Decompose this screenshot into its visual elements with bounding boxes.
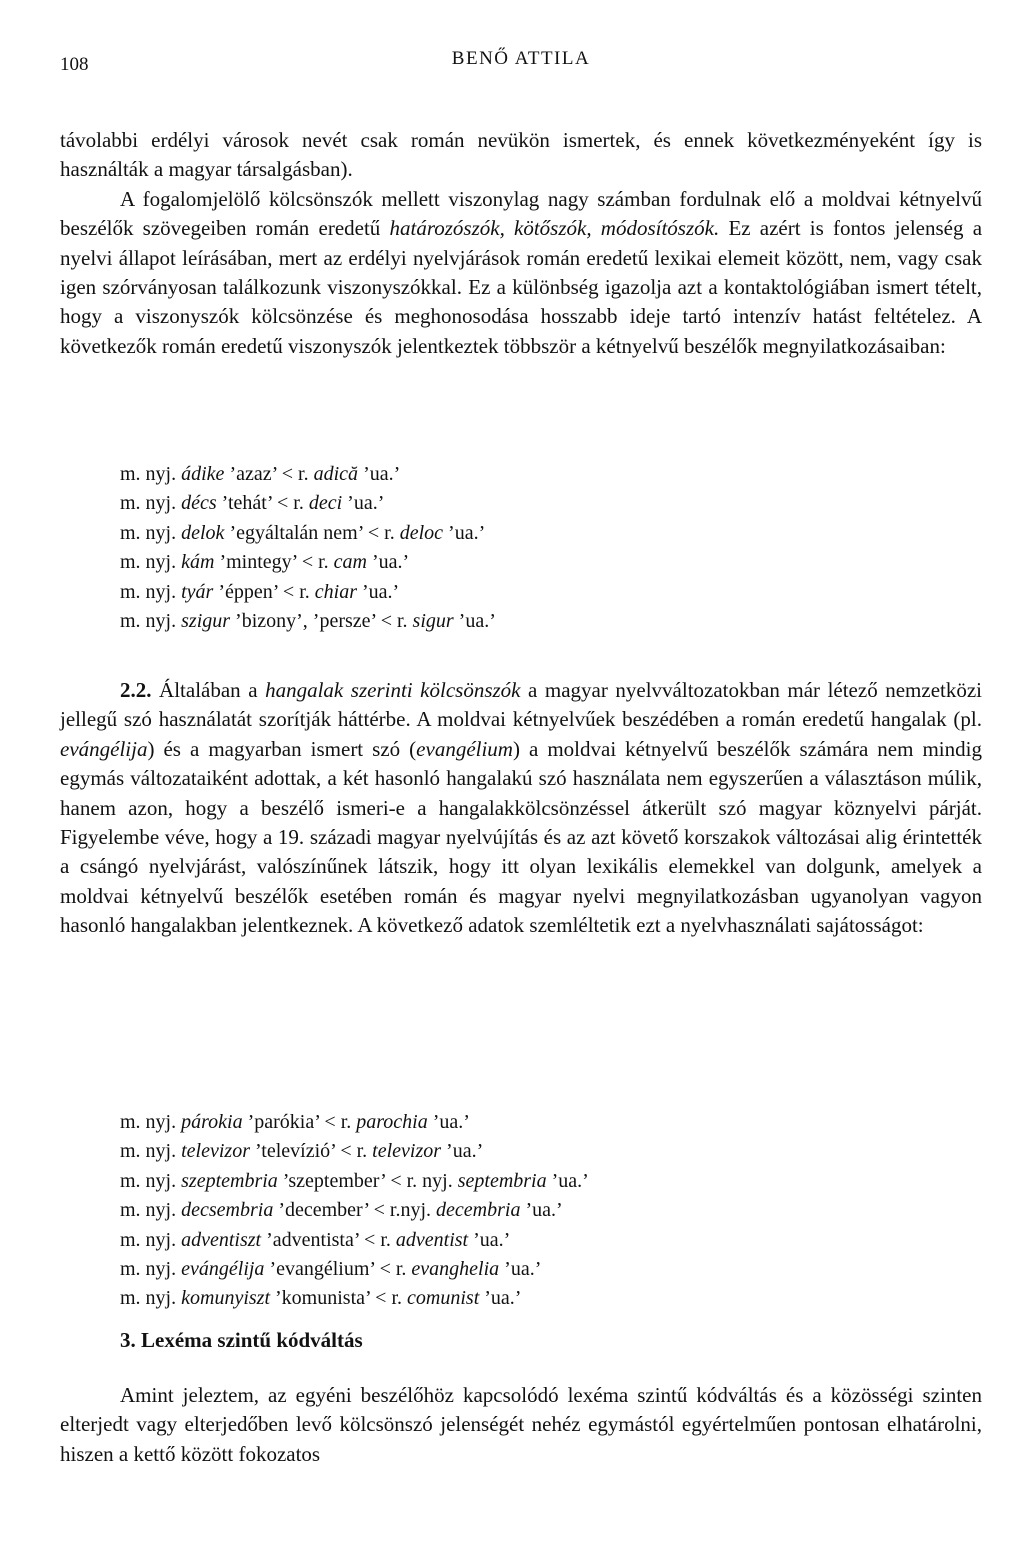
example-item: m. nyj. adventiszt ’adventista’ < r. adventist ’ua.’ — [120, 1228, 511, 1251]
running-head: BENŐ ATTILA — [451, 48, 591, 69]
example-item: m. nyj. komunyiszt ’komunista’ < r. comunist ’ua.’ — [120, 1287, 522, 1310]
example-item: m. nyj. delok ’egyáltalán nem’ < r. deloc ’ua.’ — [120, 521, 486, 544]
paragraph-1 — [60, 126, 982, 361]
example-item: m. nyj. kám ’mintegy’ < r. cam ’ua.’ — [120, 551, 410, 574]
book-page — [60, 0, 982, 1550]
italic-term: evángélija — [60, 736, 148, 761]
example-item: m. nyj. decsembria ’december’ < r.nyj. decembria ’ua.’ — [120, 1199, 563, 1222]
example-item: m. nyj. décs ’tehát’ < r. deci ’ua.’ — [120, 492, 385, 515]
example-item: m. nyj. szigur ’bizony’, ’persze’ < r. sigur ’ua.’ — [120, 609, 496, 632]
example-item: m. nyj. tyár ’éppen’ < r. chiar ’ua.’ — [120, 580, 400, 603]
paragraph-1-text-c: Ez azért is fontos jelenség a nyelvi állapot leírásában, mert az erdélyi nyelvjárások román eredetű lexikai elemeit között, nem, vagy csak igen szórványosan találkozunk viszonyszókkal. Ez a különbség igazolja azt a kontaktológiában ismert tételt, hogy a viszonyszók kölcsönzése és meghonosodása hosszabb ideje tartó intenzív hatást feltételez. A következők román eredetű viszonyszók jelentkeztek többször a kétnyelvű beszélők megnyilatkozásaiban: — [60, 216, 983, 358]
example-item: m. nyj. evángélija ’evangélium’ < r. evanghelia ’ua.’ — [120, 1257, 542, 1280]
italic-term: evangélium — [416, 736, 513, 761]
paragraph-1-text-a: távolabbi erdélyi városok nevét csak román nevükön ismertek, és ennek következményeként így is használták a magyar társalgásban). — [60, 128, 982, 182]
example-item: m. nyj. szeptembria ’szeptember’ < r. nyj. septembria ’ua.’ — [120, 1169, 589, 1192]
section-heading: 3. Lexéma szintű kódváltás — [120, 1328, 363, 1352]
paragraph-2: 2.2. Általában a hangalak szerinti kölcsönszók a magyar nyelvváltozatokban már létező nemzetközi jellegű szó használatát szorítják háttérbe. A moldvai kétnyelvűek beszédében a román eredetű hangalak (pl. evángélija) és a magyarban ismert szó (evangélium) a moldvai kétnyelvű beszélők számára nem mindig egymás változataiként adottak, a két hasonló hangalakú szó használata nem egyszerűen a választáson múlik, hanem azon, hogy a beszélő ismeri-e a hangalakkölcsönzéssel átkerült szó magyar köznyelvi párját. Figyelembe véve, hogy a 19. századi magyar nyelvújítás és az azt követő korszakok változásai alig érintették a csángó nyelvjárást, valószínűnek látszik, hogy itt olyan lexikális elemekkel van dolgunk, amelyek a moldvai kétnyelvű beszélők esetében román és magyar nyelvi megnyilatkozásban ugyanolyan vagyon hasonló hangalakban jelentkeznek. A következő adatok szemléltetik ezt a nyelvhasználati sajátosságot: — [60, 678, 983, 938]
example-item: m. nyj. ádike ’azaz’ < r. adică ’ua.’ — [120, 463, 401, 485]
section-number: 2.2. — [120, 678, 152, 702]
example-list-1 — [120, 460, 880, 636]
example-item: m. nyj. televizor ’televízió’ < r. televizor ’ua.’ — [120, 1140, 484, 1163]
paragraph-3: Amint jeleztem, az egyéni beszélőhöz kapcsolódó lexéma szintű kódváltás és a közösségi szinten elterjedt vagy elterjedőben levő kölcsönszó jelenségét nehéz egymástól egyértelműen pontosan elhatárolni, hiszen a kettő között fokozatos — [60, 1383, 982, 1466]
paragraph-1-text-b: A fogalomjelölő kölcsönszók mellett viszonylag nagy számban fordulnak elő a moldvai kétnyelvű beszélők szövegeiben román eredetű — [60, 186, 982, 241]
italic-term: hangalak szerinti kölcsönszók — [265, 678, 521, 702]
example-item: m. nyj. párokia ’parókia’ < r. parochia ’ua.’ — [120, 1111, 470, 1133]
page-number: 108 — [60, 54, 89, 75]
example-list-2 — [120, 1108, 880, 1314]
paragraph-1-italic-terms: határozószók, kötőszók, módosítószók. — [389, 216, 720, 241]
page-header — [60, 48, 982, 78]
